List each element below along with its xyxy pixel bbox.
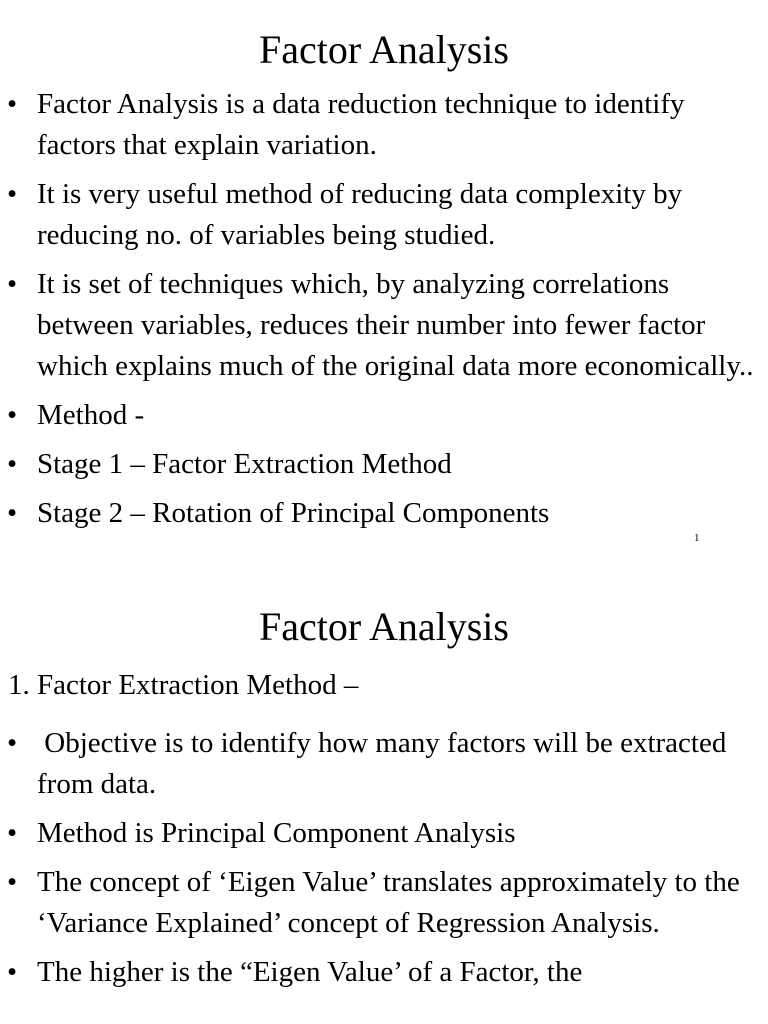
section-heading: 1. Factor Extraction Method – xyxy=(8,669,359,701)
bullet-text: Stage 1 – Factor Extraction Method xyxy=(37,448,452,480)
bullet-icon: • xyxy=(7,727,18,759)
bullet-icon: • xyxy=(7,817,18,849)
bullet-item xyxy=(0,444,768,485)
bullet-text: Objective is to identify how many factors will be extracted from data. xyxy=(37,727,734,800)
bullet-item xyxy=(0,264,768,387)
slide-title: Factor Analysis xyxy=(259,27,509,72)
bullet-item xyxy=(0,862,768,944)
bullet-list xyxy=(0,84,768,542)
bullet-icon: • xyxy=(7,88,18,120)
bullet-text: Method - xyxy=(37,399,145,431)
bullet-list xyxy=(0,723,768,1001)
bullet-item xyxy=(0,813,768,854)
bullet-item xyxy=(0,395,768,436)
bullet-icon: • xyxy=(7,497,18,529)
bullet-item xyxy=(0,952,768,993)
bullet-item xyxy=(0,723,768,805)
bullet-icon: • xyxy=(7,268,18,300)
bullet-text: Stage 2 – Rotation of Principal Components xyxy=(37,497,550,529)
bullet-icon: • xyxy=(7,178,18,210)
bullet-text: It is set of techniques which, by analyzing correlations between variables, reduces their number into fewer factor which explains much of the original data more economically.. xyxy=(37,268,754,382)
bullet-text: It is very useful method of reducing data complexity by reducing no. of variables being studied. xyxy=(37,178,683,251)
bullet-text: The higher is the “Eigen Value’ of a Factor, the xyxy=(37,956,583,988)
bullet-item xyxy=(0,84,768,166)
bullet-text: Factor Analysis is a data reduction technique to identify factors that explain variation. xyxy=(37,88,685,161)
bullet-item xyxy=(0,174,768,256)
bullet-icon: • xyxy=(7,448,18,480)
slide-2 xyxy=(0,585,768,1024)
bullet-text: Method is Principal Component Analysis xyxy=(37,817,516,849)
bullet-icon: • xyxy=(7,399,18,431)
bullet-text: The concept of ‘Eigen Value’ translates approximately to the ‘Variance Explained’ concept of Regression Analysis. xyxy=(37,866,740,939)
slide-title: Factor Analysis xyxy=(259,604,509,649)
bullet-icon: • xyxy=(7,956,18,988)
bullet-icon: • xyxy=(7,866,18,898)
bullet-item xyxy=(0,493,768,534)
page-number: 1 xyxy=(694,532,700,544)
